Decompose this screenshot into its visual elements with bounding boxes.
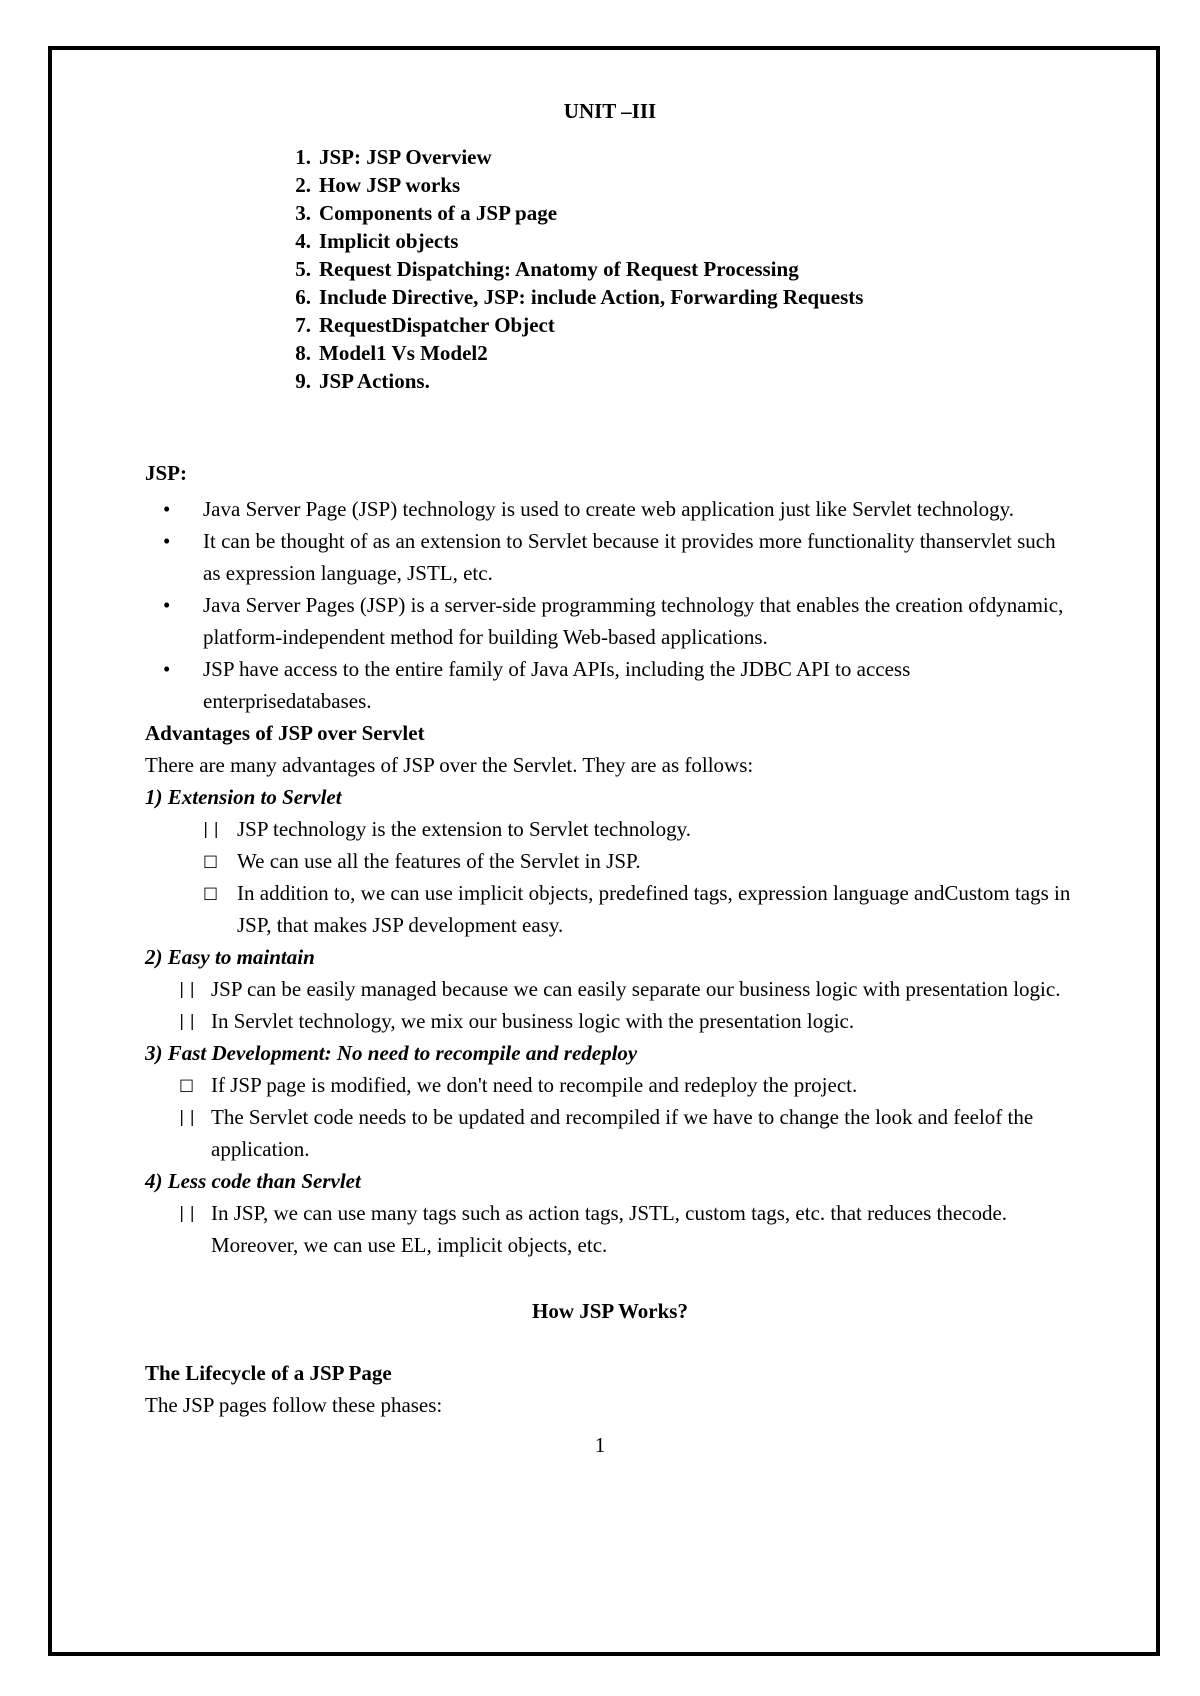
toc-item <box>275 339 1075 367</box>
toc-text: Implicit objects <box>319 229 459 253</box>
advantages-heading: Advantages of JSP over Servlet <box>145 721 425 745</box>
toc-text: Model1 Vs Model2 <box>319 341 488 365</box>
toc-number: 7. <box>295 313 311 337</box>
list-item-text: JSP can be easily managed because we can easily separate our business logic with presentation logic. <box>211 977 1061 1001</box>
toc-item <box>275 311 1075 339</box>
toc-item <box>275 143 1075 171</box>
page-number: 1 <box>594 1433 606 1457</box>
document-body <box>145 95 1075 1421</box>
toc-text: RequestDispatcher Object <box>319 313 555 337</box>
list-item <box>145 877 1075 941</box>
bullet-box-icon: | | <box>179 979 195 998</box>
toc-text: Components of a JSP page <box>319 201 558 225</box>
list-item: • Java Server Page (JSP) technology is used to create web application just like Servlet technology. <box>145 493 1075 525</box>
toc-number: 9. <box>295 369 311 393</box>
bullet-box-icon: □ <box>203 883 219 902</box>
toc-item <box>275 283 1075 311</box>
toc-item <box>275 367 1075 395</box>
list-item-text: JSP technology is the extension to Servlet technology. <box>237 817 691 841</box>
section-list <box>145 973 1075 1037</box>
section-list <box>145 813 1075 941</box>
list-item-text: The Servlet code needs to be updated and recompiled if we have to change the look and feelof the application. <box>211 1105 1034 1161</box>
bullet-box-icon: | | <box>203 819 219 838</box>
jsp-heading: JSP: <box>145 461 187 485</box>
unit-title: UNIT –III <box>563 99 657 123</box>
toc-number: 2. <box>295 173 311 197</box>
section-list <box>145 1197 1075 1261</box>
list-item <box>145 973 1075 1005</box>
bullet-box-icon: | | <box>179 1107 195 1126</box>
list-item-text: In addition to, we can use implicit objects, predefined tags, expression language andCustom tags in JSP, that makes JSP development easy. <box>237 881 1071 937</box>
section-heading: 4) Less code than Servlet <box>145 1169 361 1193</box>
list-item-text: In Servlet technology, we mix our business logic with the presentation logic. <box>211 1009 855 1033</box>
section-heading: 2) Easy to maintain <box>145 945 315 969</box>
list-item: • JSP have access to the entire family of Java APIs, including the JDBC API to access enterprisedatabases. <box>145 653 1075 717</box>
list-item-text: If JSP page is modified, we don't need to recompile and redeploy the project. <box>211 1073 858 1097</box>
list-item-text: In JSP, we can use many tags such as action tags, JSTL, custom tags, etc. that reduces thecode. Moreover, we can use EL, implicit objects, etc. <box>211 1201 1008 1257</box>
list-item <box>145 845 1075 877</box>
list-item <box>145 1069 1075 1101</box>
toc-text: Request Dispatching: Anatomy of Request Processing <box>319 257 799 281</box>
section-heading: 3) Fast Development: No need to recompile and redeploy <box>145 1041 638 1065</box>
toc-text: JSP Actions. <box>319 369 430 393</box>
toc-text: How JSP works <box>319 173 461 197</box>
list-item: • Java Server Pages (JSP) is a server-side programming technology that enables the creation ofdynamic, platform-independent method for building Web-based applications. <box>145 589 1075 653</box>
toc-number: 6. <box>295 285 311 309</box>
jsp-bullet-list <box>145 493 1075 717</box>
toc-text: JSP: JSP Overview <box>319 145 492 169</box>
bullet-box-icon: □ <box>203 851 219 870</box>
lifecycle-heading: The Lifecycle of a JSP Page <box>145 1361 392 1385</box>
bullet-box-icon: | | <box>179 1011 195 1030</box>
toc-number: 3. <box>295 201 311 225</box>
toc-number: 4. <box>295 229 311 253</box>
toc-item <box>275 199 1075 227</box>
table-of-contents <box>145 143 1075 395</box>
advantages-intro: There are many advantages of JSP over the Servlet. They are as follows: <box>145 753 754 777</box>
bullet-box-icon: □ <box>179 1075 195 1094</box>
toc-number: 1. <box>295 145 311 169</box>
list-item: • It can be thought of as an extension to Servlet because it provides more functionality thanservlet such as expression language, JSTL, etc. <box>145 525 1075 589</box>
toc-text: Include Directive, JSP: include Action, Forwarding Requests <box>319 285 864 309</box>
list-item <box>145 813 1075 845</box>
toc-item <box>275 227 1075 255</box>
toc-number: 8. <box>295 341 311 365</box>
section-heading: 1) Extension to Servlet <box>145 785 342 809</box>
toc-number: 5. <box>295 257 311 281</box>
section-list <box>145 1069 1075 1165</box>
how-jsp-works-heading: How JSP Works? <box>532 1299 688 1323</box>
list-item-text: We can use all the features of the Servlet in JSP. <box>237 849 641 873</box>
toc-item <box>275 255 1075 283</box>
lifecycle-intro: The JSP pages follow these phases: <box>145 1393 443 1417</box>
list-item <box>145 1101 1075 1165</box>
list-item <box>145 1197 1075 1261</box>
list-item <box>145 1005 1075 1037</box>
toc-item <box>275 171 1075 199</box>
bullet-box-icon: | | <box>179 1203 195 1222</box>
